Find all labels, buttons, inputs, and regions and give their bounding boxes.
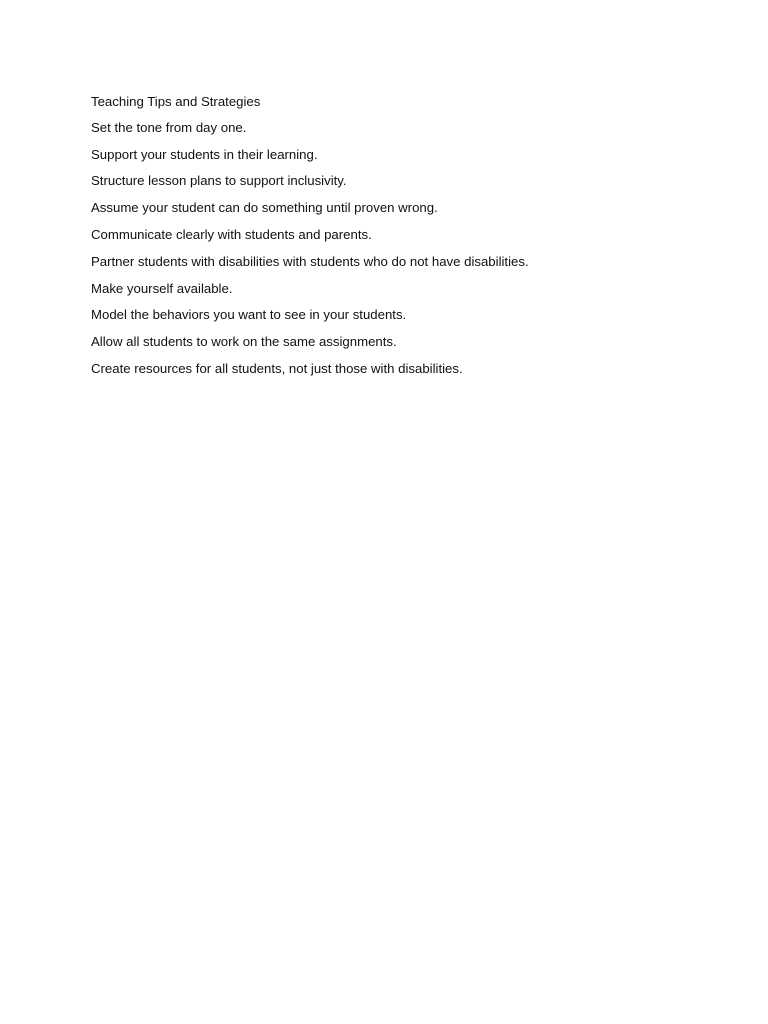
paragraph-support-learning: Support your students in their learning.: [91, 146, 318, 162]
paragraph-partner-students: Partner students with disabilities with students who do not have disabilities.: [91, 253, 529, 269]
paragraph-set-the-tone: Set the tone from day one.: [91, 119, 247, 135]
paragraph-create-resources: Create resources for all students, not just those with disabilities.: [91, 360, 463, 376]
paragraph-model-behaviors: Model the behaviors you want to see in your students.: [91, 307, 407, 323]
paragraph-communicate-clearly: Communicate clearly with students and parents.: [91, 226, 372, 242]
document-title: Teaching Tips and Strategies: [91, 94, 261, 109]
paragraph-same-assignments: Allow all students to work on the same assignments.: [91, 334, 397, 350]
paragraph-lesson-plans: Structure lesson plans to support inclusivity.: [91, 173, 347, 189]
paragraph-assume-capability: Assume your student can do something until proven wrong.: [91, 200, 438, 216]
document-body: [91, 93, 691, 387]
paragraph-make-yourself-available: Make yourself available.: [91, 280, 233, 296]
